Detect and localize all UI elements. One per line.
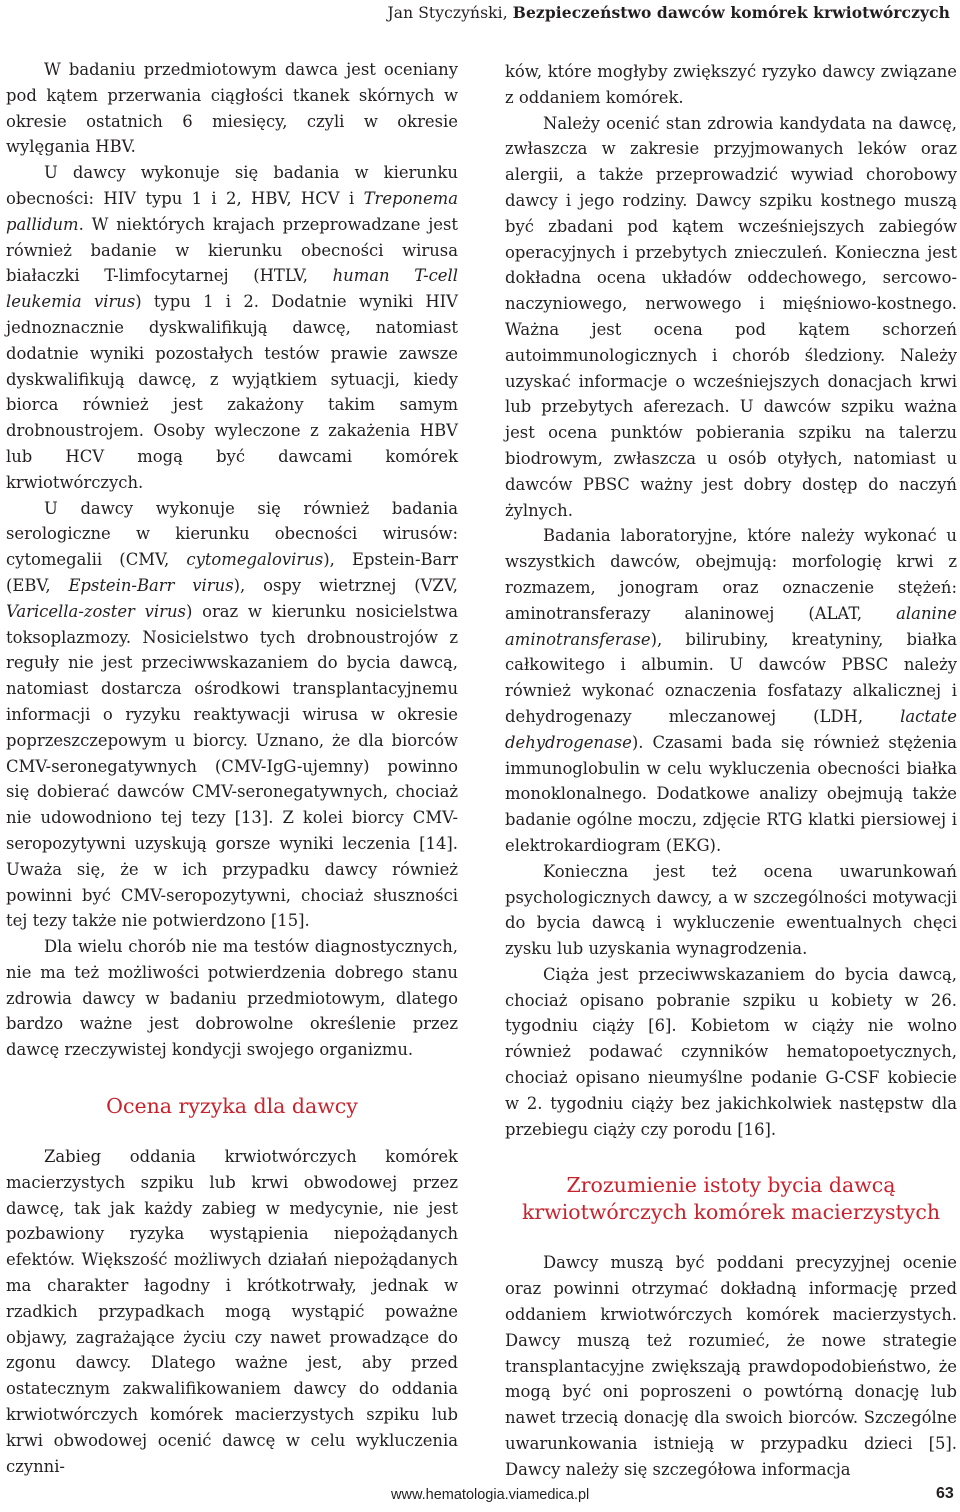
text-run: U dawcy wykonuje się również badania serologiczne w kierunku obecności wirusów: cytomegalii (CMV, <box>6 498 458 570</box>
text-run: . W niektórych krajach przeprowadzane jest również badanie w kierunku obecności wirusa białaczki T-limfocytarnej (HTLV, <box>6 214 458 286</box>
left-column <box>6 57 458 1479</box>
header-author: Jan Styczyński, <box>387 4 513 22</box>
section-heading-line: Zrozumienie istoty bycia dawcą <box>566 1173 896 1198</box>
text-run: ), ospy wietrznej (VZV, <box>233 575 459 595</box>
paragraph: Dla wielu chorób nie ma testów diagnostycznych, nie ma też możliwości potwierdzenia dobrego stanu zdrowia dawcy w badaniu przedmiotowym, dlatego bardzo ważne jest dobrowolne określenie przez dawcę rzeczywistej kondycji swojego organizmu. <box>6 937 458 1060</box>
footer-url: www.hematologia.viamedica.pl <box>391 1487 590 1503</box>
italic-term: cytomegalovirus <box>186 550 324 570</box>
paragraph <box>505 523 957 858</box>
paragraph: Ciąża jest przeciwwskazaniem do bycia dawcą, chociaż opisano pobranie szpiku u kobiety w 26. tygodniu ciąży [6]. Kobietom w ciąży nie wolno również podawać czynników hematopoetycznych, chociaż opisano nieumyślne podanie G-CSF kobiecie w 2. tygodniu ciąży bez jakichkolwiek następstw dla przebiegu ciąży czy porodu [16]. <box>505 964 957 1139</box>
paragraph: Należy ocenić stan zdrowia kandydata na dawcę, zwłaszcza w zakresie przyjmowanych leków oraz alergii, a także przeprowadzić wywiad chorobowy dawcy i jego rodziny. Dawcy szpiku kostnego muszą być zbadani pod kątem wcześniejszych zabiegów operacyjnych i przebytych znieczuleń. Konieczna jest dokładna ocena układów oddechowego, sercowo-naczyniowego, nerwowego i mięśniowo-kostnego. Ważna jest ocena pod kątem schorzeń autoimmunologicznych i chorób śledziony. Należy uzyskać informacje o wcześniejszych donacjach krwi lub przebytych aferezach. U dawców szpiku ważna jest ocena punktów pobierania szpiku na talerzu biodrowym, zwłaszcza u osób otyłych, natomiast u dawców PBSC ważny jest dobry dostęp do naczyń żylnych. <box>505 113 957 520</box>
section-heading: Ocena ryzyka dla dawcy <box>106 1094 358 1119</box>
page-number: 63 <box>936 1485 954 1502</box>
header-title: Bezpieczeństwo dawców komórek krwiotwórczych <box>512 3 950 22</box>
text-run: ) typu 1 i 2. Dodatnie wyniki HIV jednoznacznie dyskwalifikują dawcę, natomiast dodatnie wyniki pozostałych testów prawie zawsze dyskwalifikują dawcę, z wyjątkiem sytuacji, kiedy biorca również jest zakażony takim samym drobnoustrojem. Osoby wyleczone z zakażenia HBV lub HCV mogą być dawcami komórek krwiotwórczych. <box>6 292 458 492</box>
paragraph: Zabieg oddania krwiotwórczych komórek macierzystych szpiku lub krwi obwodowej przez dawcę, tak jak każdy zabieg w medycynie, nie jest pozbawiony ryzyka wystąpienia niepożądanych efektów. Większość możliwych działań niepożądanych ma charakter łagodny i krótkotrwały, jednak w rzadkich przypadkach mogą wystąpić poważne objawy, zagrażające życiu czy nawet prowadzące do zgonu dawcy. Dlatego ważne jest, aby przed ostatecznym zakwalifikowaniem dawcy do oddania krwiotwórczych komórek macierzystych szpiku lub krwi obwodowej ocenić dawcę w celu wykluczenia czynni- <box>6 1147 458 1476</box>
running-header <box>387 3 950 22</box>
paragraph: Konieczna jest też ocena uwarunkowań psychologicznych dawcy, a w szczególności motywacji do bycia dawcą i wykluczenie ewentualnych chęci zysku lub uzyskania wynagrodzenia. <box>505 861 957 959</box>
text-run: U dawcy wykonuje się badania w kierunku obecności: HIV typu 1 i 2, HBV, HCV i <box>6 163 458 208</box>
section-heading-line: krwiotwórczych komórek macierzystych <box>521 1200 941 1225</box>
paragraph <box>6 496 458 935</box>
italic-term: human T-cell leukemia virus <box>6 266 458 312</box>
text-run: Badania laboratoryjne, które należy wykonać u wszystkich dawców, obejmują: morfologię krwi z rozmazem, jonogram oraz oznaczenie stężeń: aminotransferazy alaninowej (ALAT, <box>505 526 957 623</box>
text-run: ), Epstein-Barr (EBV, <box>6 550 459 595</box>
section-heading <box>505 1172 957 1226</box>
italic-term: alanine aminotransferase <box>505 603 957 649</box>
paragraph: W badaniu przedmiotowym dawca jest oceniany pod kątem przerwania ciągłości tkanek skórnych w okresie ostatnich 6 miesięcy, czyli w okresie wylęgania HBV. <box>6 60 458 157</box>
right-column <box>505 59 957 1483</box>
paragraph: ków, które mogłyby zwiększyć ryzyko dawcy związane z oddaniem komórek. <box>505 62 957 107</box>
italic-term: lactate dehydrogenase <box>505 706 957 752</box>
text-run: ), bilirubiny, kreatyniny, białka całkowitego i albumin. U dawców PBSC należy również wykonać oznaczenia fosfatazy alkalicznej i dehydrogenazy mleczanowej (LDH, <box>505 629 957 726</box>
text-run: ). Czasami bada się również stężenia immunoglobulin w celu wykluczenia obecności białka monoklonalnego. Dodatkowe analizy obejmują także badanie ogólne moczu, zdjęcie RTG klatki piersiowej i elektrokardiogram (EKG). <box>505 732 957 855</box>
italic-term: Treponema pallidum <box>6 188 458 234</box>
paragraph: Dawcy muszą być poddani precyzyjnej ocenie oraz powinni otrzymać dokładną informację przed oddaniem krwiotwórczych komórek macierzystych. Dawcy muszą też rozumieć, że nowe strategie transplantacyjne zwiększają prawdopodobieństwo, że mogą być oni poproszeni o powtórną donację lub nawet trzecią donację dla swoich biorców. Szczególne uwarunkowania istnieją w przypadku dzieci [5]. Dawcy należy się szczegółowa informacja <box>505 1253 957 1479</box>
text-run: ) oraz w kierunku nosicielstwa toksoplazmozy. Nosicielstwo tych drobnoustrojów z reguły nie jest przeciwwskazaniem do bycia dawcą, natomiast dostarcza ośrodkowi transplantacyjnemu informacji o ryzyku reaktywacji wirusa w okresie poprzeszczepowym u biorcy. Uznano, że dla biorców CMV-seronegatywnych (CMV-IgG-ujemny) powinno się dobierać dawców CMV-seronegatywnych, chociaż nie udowodniono tej tezy [13]. Z kolei biorcy CMV-seropozytywni uzyskują gorsze wyniki leczenia [14]. Uważa się, że w ich przypadku dawcy również powinni być CMV-seropozytywni, chociaż słuszności tej tezy także nie potwierdzono [15]. <box>6 601 458 931</box>
italic-term: Epstein-Barr virus <box>68 575 234 595</box>
paragraph <box>6 160 458 495</box>
italic-term: Varicella-zoster virus <box>6 601 186 621</box>
